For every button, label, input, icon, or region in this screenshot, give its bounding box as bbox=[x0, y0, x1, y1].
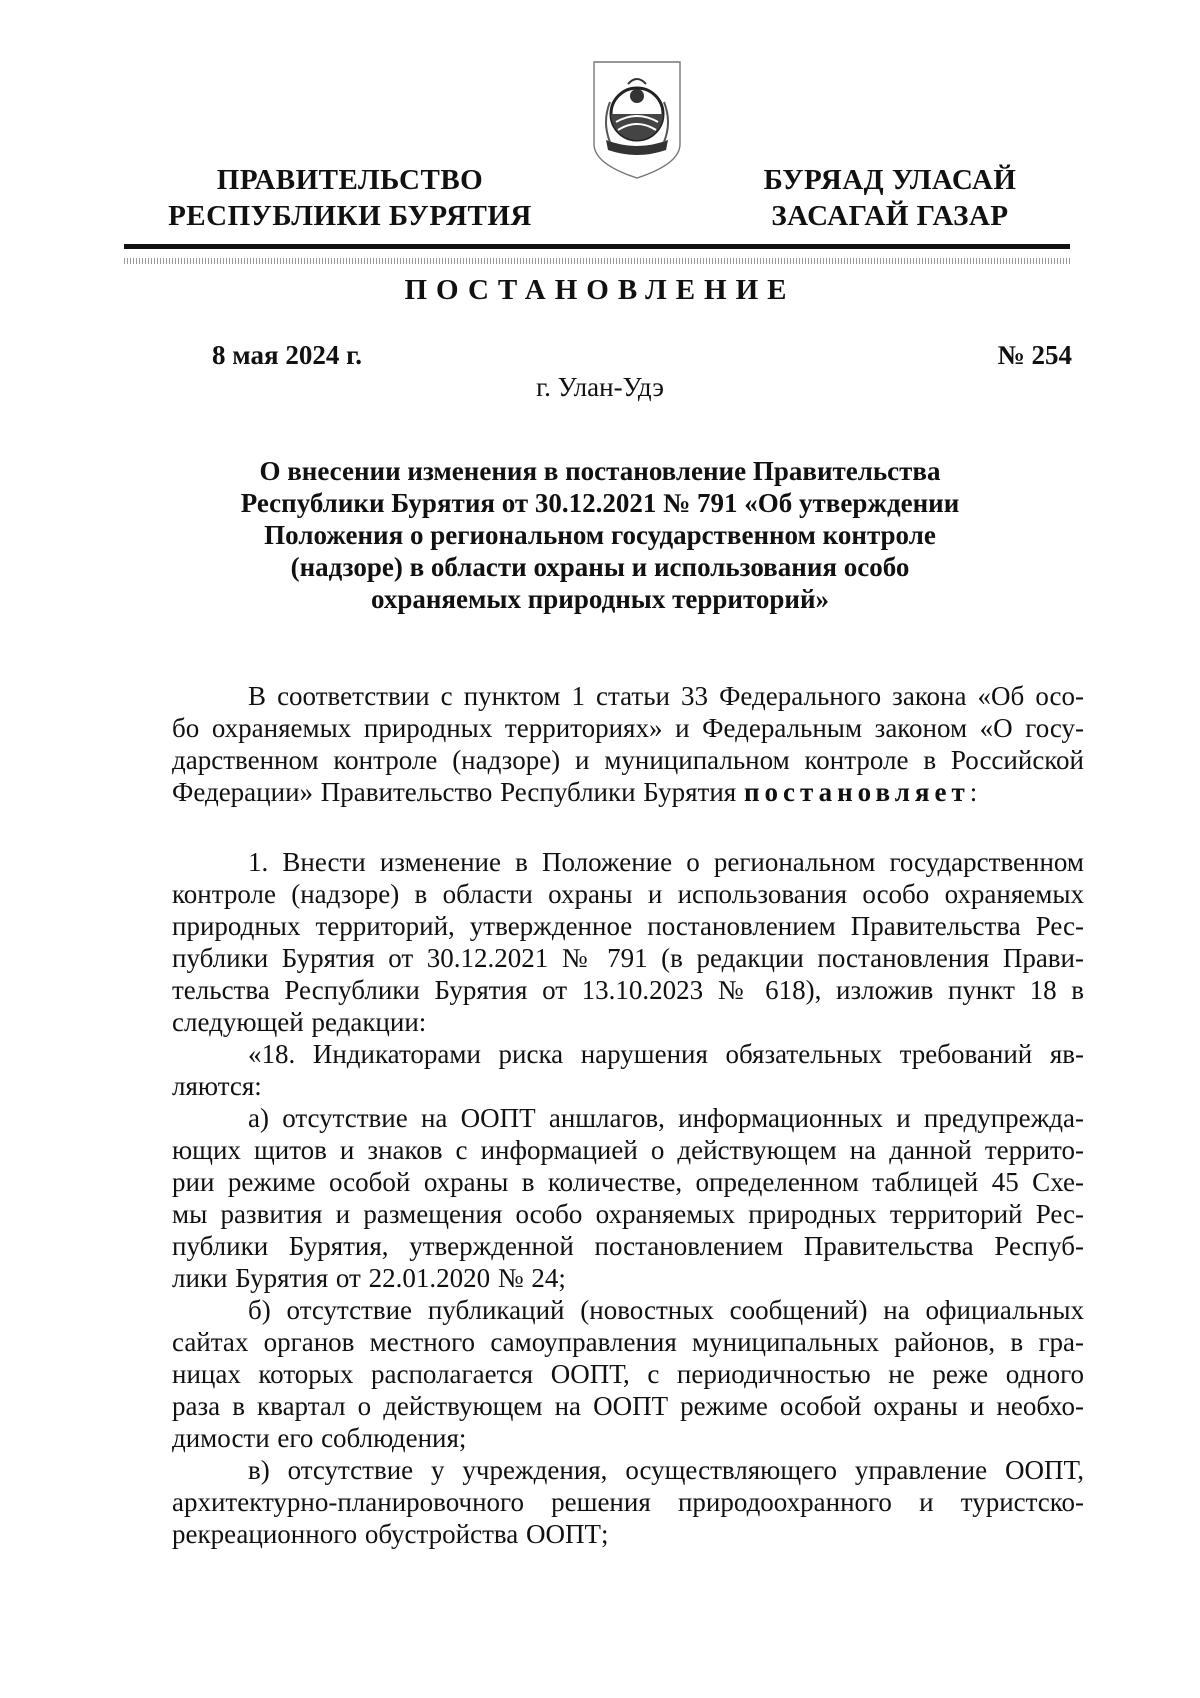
document-type: ПОСТАНОВЛЕНИЕ bbox=[404, 274, 796, 306]
text-line: рекреационного обустройства ООПТ; bbox=[172, 1519, 609, 1549]
issuer-line: БУРЯАД УЛАСАЙ bbox=[763, 164, 1017, 196]
document-number: № 254 bbox=[997, 340, 1072, 370]
text-line: контроле (надзоре) в области охраны и использования особо охраняемых bbox=[172, 879, 1084, 909]
document-title bbox=[200, 455, 1000, 615]
header-divider-thin bbox=[124, 258, 1070, 264]
title-line: Республики Бурятия от 30.12.2021 № 791 «Об утверждении bbox=[240, 488, 960, 518]
text-line: следующей редакции: bbox=[172, 1007, 427, 1037]
text-line: б) отсутствие публикаций (новостных сообщений) на официальных bbox=[248, 1295, 1084, 1325]
text-line: сайтах органов местного самоуправления муниципальных районов, в гра- bbox=[172, 1327, 1084, 1357]
text-line: ляются: bbox=[172, 1071, 262, 1101]
coat-of-arms-emblem bbox=[588, 52, 686, 180]
text-line: 1. Внести изменение в Положение о региональном государственном bbox=[248, 847, 1084, 877]
preamble-text: Федерации» Правительство Республики Бурятия bbox=[172, 777, 744, 807]
text-line: ницах которых располагается ООПТ, с периодичностью не реже одного bbox=[172, 1359, 1084, 1389]
text-line: В соответствии с пунктом 1 статьи 33 Федерального закона «Об осо- bbox=[248, 681, 1084, 711]
text-line: архитектурно-планировочного решения природоохранного и туристско- bbox=[172, 1487, 1084, 1517]
document-city: г. Улан-Удэ bbox=[536, 372, 664, 402]
text-line: «18. Индикаторами риска нарушения обязательных требований яв- bbox=[248, 1039, 1084, 1069]
title-line: Положения о региональном государственном контроле bbox=[264, 520, 936, 550]
decree-body bbox=[172, 846, 1084, 1550]
text-line: раза в квартал о действующем на ООПТ режиме особой охраны и необхо- bbox=[172, 1391, 1084, 1421]
text-line: димости его соблюдения; bbox=[172, 1423, 467, 1453]
header-divider-thick bbox=[124, 244, 1070, 249]
issuer-name-buryat bbox=[745, 162, 1035, 234]
issuer-line: ПРАВИТЕЛЬСТВО bbox=[216, 164, 484, 196]
text-line: лики Бурятия от 22.01.2020 № 24; bbox=[172, 1263, 566, 1293]
text-line: бо охраняемых природных территориях» и Федеральным законом «О госу- bbox=[172, 713, 1084, 743]
text-line: в) отсутствие у учреждения, осуществляющего управление ООПТ, bbox=[248, 1455, 1084, 1485]
issuer-line: РЕСПУБЛИКИ БУРЯТИЯ bbox=[168, 200, 532, 232]
text-line: ющих щитов и знаков с информацией о действующем на данной террито- bbox=[172, 1135, 1084, 1165]
text-line: природных территорий, утвержденное постановлением Правительства Рес- bbox=[172, 911, 1084, 941]
title-line: охраняемых природных территорий» bbox=[371, 584, 829, 614]
text-line: публики Бурятия, утвержденной постановлением Правительства Респуб- bbox=[172, 1231, 1084, 1261]
title-line: (надзоре) в области охраны и использования особо bbox=[290, 552, 910, 582]
text-line: рии режиме особой охраны в количестве, определенном таблицей 45 Схе- bbox=[172, 1167, 1084, 1197]
text-line: тельства Республики Бурятия от 13.10.2023 № 618), изложив пункт 18 в bbox=[172, 975, 1084, 1005]
title-line: О внесении изменения в постановление Правительства bbox=[259, 456, 941, 486]
decree-word: постановляет bbox=[743, 777, 970, 807]
preamble-paragraph bbox=[172, 680, 1084, 808]
issuer-name-russian bbox=[160, 162, 540, 234]
issuer-line: ЗАСАГАЙ ГАЗАР bbox=[771, 200, 1009, 232]
text-line bbox=[172, 776, 1084, 808]
text-line: дарственном контроле (надзоре) и муниципальном контроле в Российской bbox=[172, 745, 1084, 775]
document-date: 8 мая 2024 г. bbox=[212, 340, 363, 370]
text-line: мы развития и размещения особо охраняемых природных территорий Рес- bbox=[172, 1199, 1084, 1229]
preamble-colon: : bbox=[969, 777, 978, 807]
text-line: публики Бурятия от 30.12.2021 № 791 (в редакции постановления Прави- bbox=[172, 943, 1084, 973]
text-line: а) отсутствие на ООПТ аншлагов, информационных и предупрежда- bbox=[248, 1103, 1084, 1133]
